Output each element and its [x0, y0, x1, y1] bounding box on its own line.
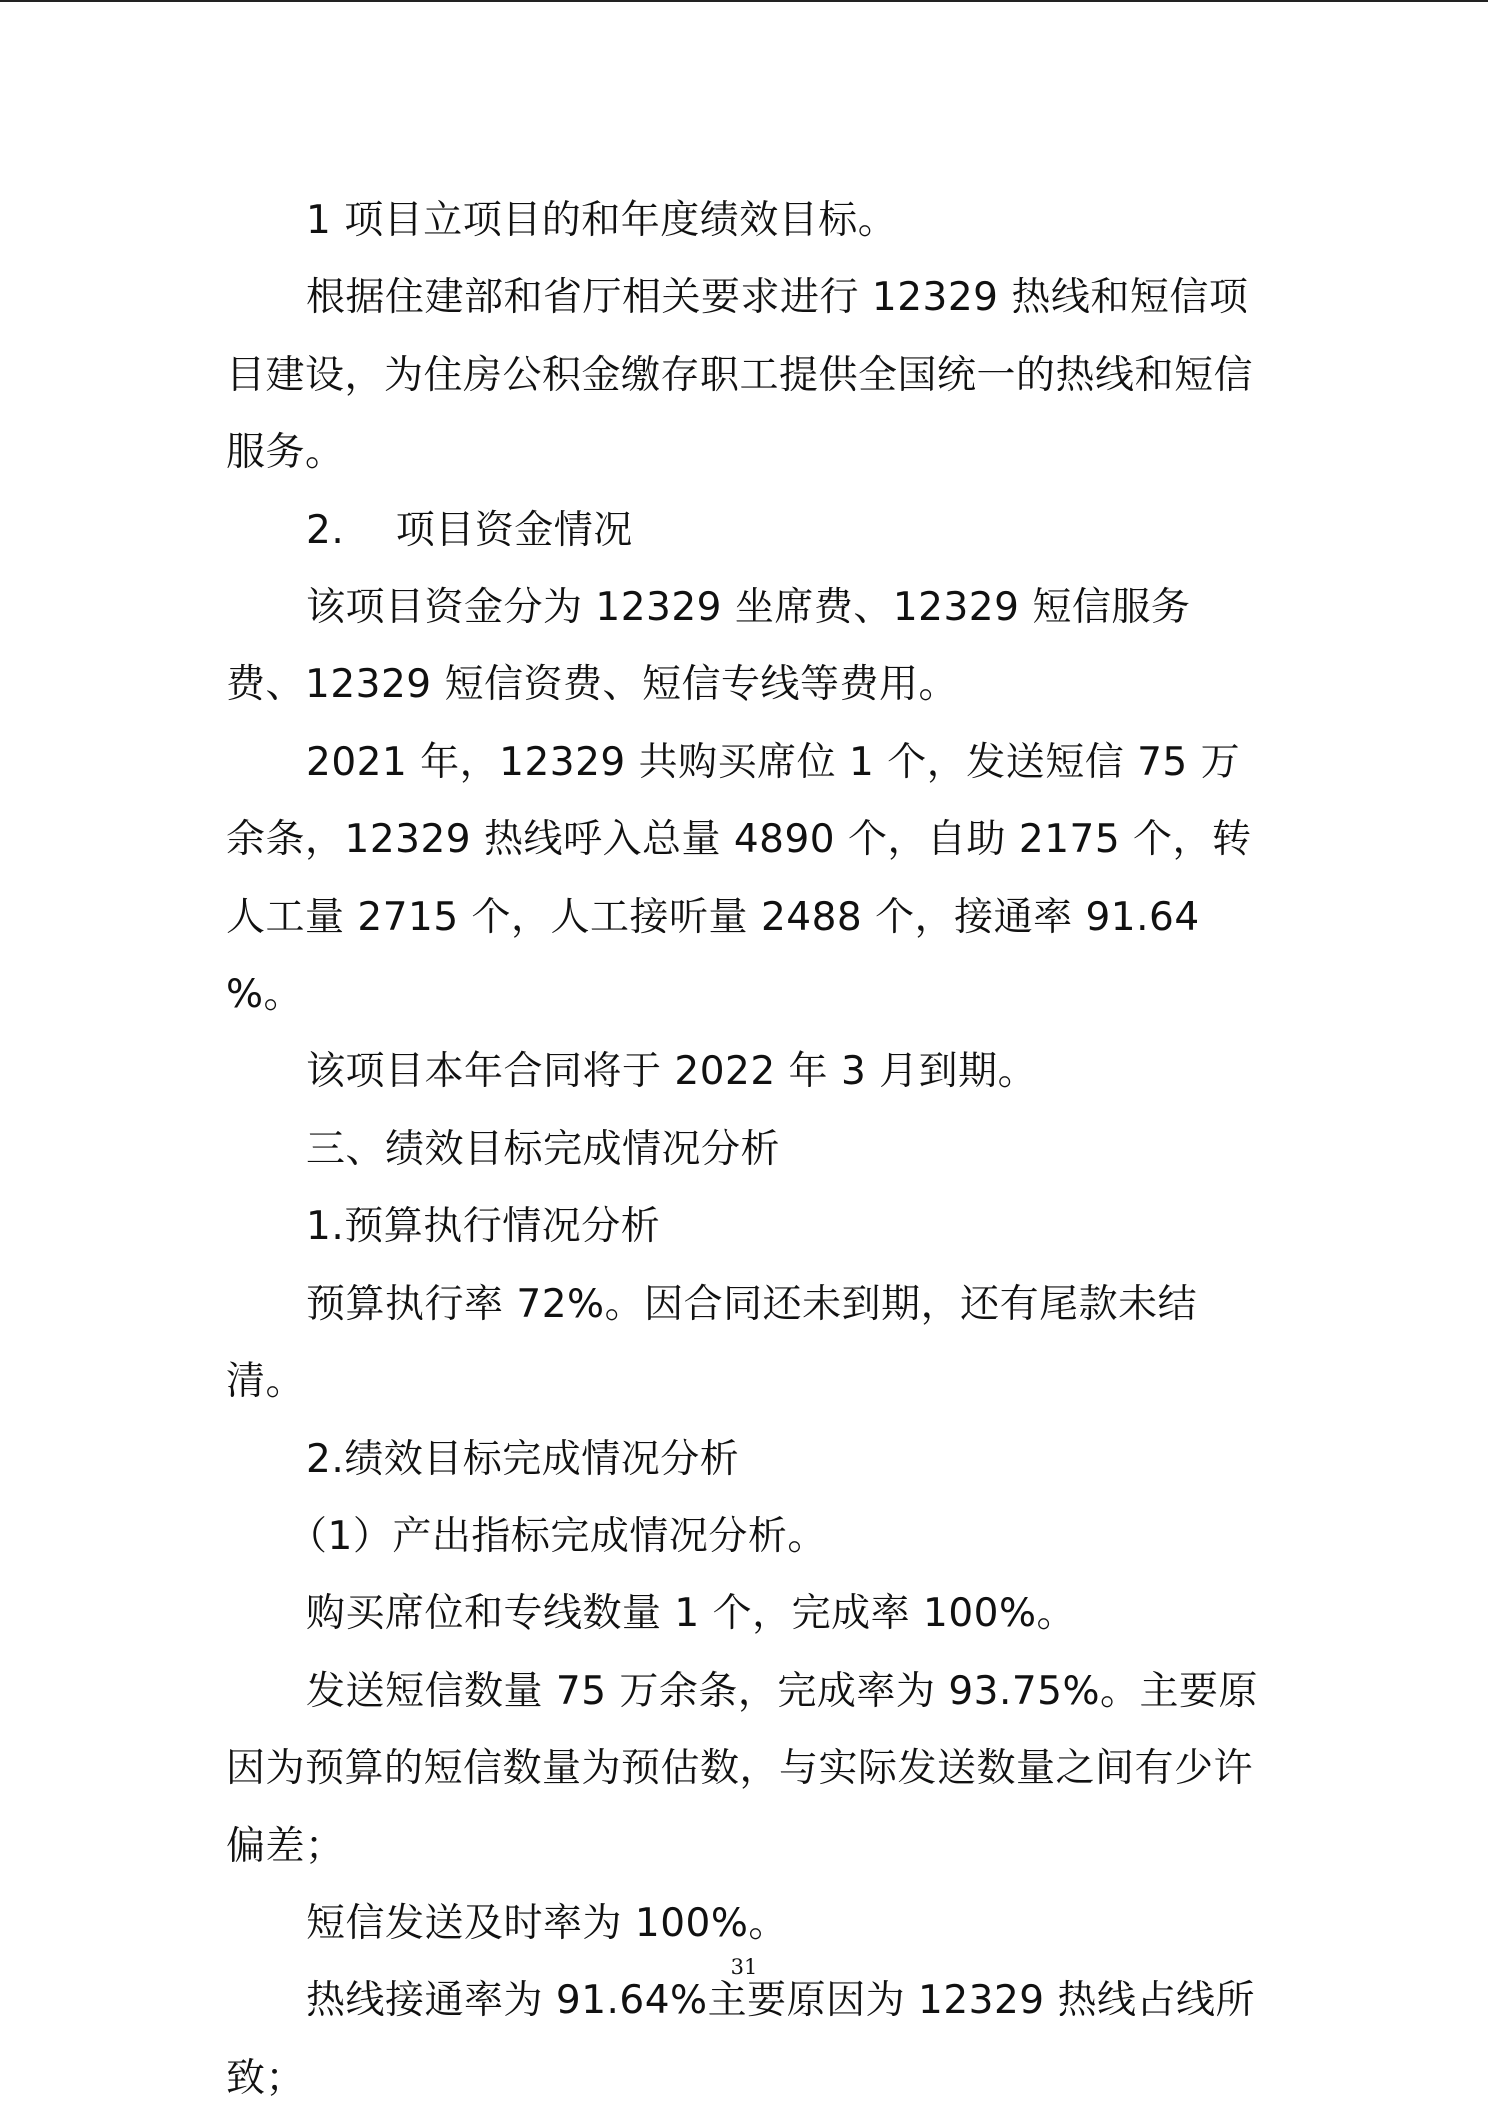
- paragraph-budget-analysis-heading: 1.预算执行情况分析: [306, 1204, 661, 1250]
- paragraph-sms-timeliness: 短信发送及时率为 100%。: [306, 1900, 788, 1946]
- paragraph-section-three-heading: 三、绩效目标完成情况分析: [306, 1126, 781, 1172]
- paragraph-output-indicator-heading: （1）产出指标完成情况分析。: [288, 1513, 827, 1559]
- paragraph-sms-completion: 发送短信数量 75 万余条，完成率为 93.75%。主要原因为预算的短信数量为预估数，与实际发送数量之间有少许偏差；: [226, 1668, 1259, 1869]
- paragraph-budget-execution-rate: 预算执行率 72%。因合同还未到期，还有尾款未结清。: [226, 1281, 1198, 1405]
- paragraph-2021-statistics: 2021 年，12329 共购买席位 1 个，发送短信 75 万余条，12329 热线呼入总量 4890 个，自助 2175 个，转人工量 2715 个，人工接听量 2488 个，接通率 91.64 %。: [226, 739, 1252, 1018]
- paragraph-seat-completion: 购买席位和专线数量 1 个，完成率 100%。: [306, 1591, 1077, 1637]
- paragraph-performance-analysis-heading: 2.绩效目标完成情况分析: [306, 1436, 740, 1482]
- paragraph-contract-expiry: 该项目本年合同将于 2022 年 3 月到期。: [306, 1049, 1038, 1095]
- paragraph-project-background: 根据住建部和省厅相关要求进行 12329 热线和短信项目建设，为住房公积金缴存职工提供全国统一的热线和短信服务。: [226, 275, 1254, 476]
- page-number: 31: [730, 1955, 758, 1979]
- paragraph-funding-breakdown: 该项目资金分为 12329 坐席费、12329 短信服务费、12329 短信资费、短信专线等费用。: [226, 585, 1191, 708]
- paragraph-project-goal-heading: 1 项目立项目的和年度绩效目标。: [306, 198, 898, 243]
- paragraph-funding-heading: 2. 项目资金情况: [306, 507, 633, 553]
- document-body: [226, 182, 1266, 2117]
- top-border-rule: [0, 0, 1488, 2]
- paragraph-hotline-connection-rate: 热线接通率为 91.64%主要原因为 12329 热线占线所致；: [226, 1978, 1255, 2101]
